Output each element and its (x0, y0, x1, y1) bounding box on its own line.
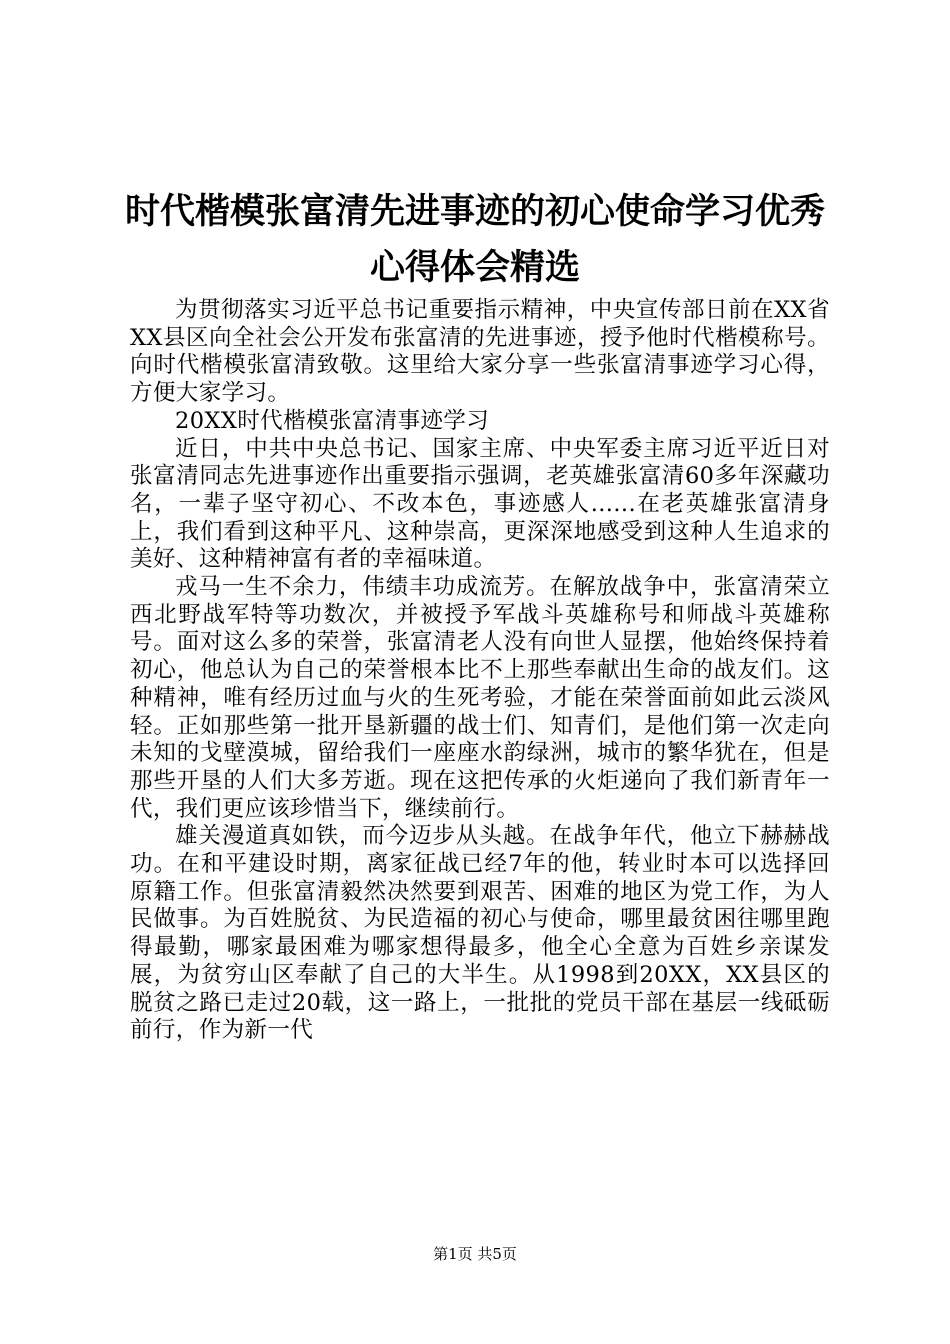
document-title-line-1: 时代楷模张富清先进事迹的初心使命学习优秀 (124, 191, 825, 232)
paragraph-war-merits: 戎马一生不余力，伟绩丰功成流芳。在解放战争中，张富清荣立西北野战军特等功数次，并被授予军战斗英雄称号和师战斗英雄称号。面对这么多的荣誉，张富清老人没有向世人显摆，他始终保持着初心，他总认为自己的荣誉根本比不上那些奉献出生命的战友们。这种精神，唯有经历过血与火的生死考验，才能在荣誉面前如此云淡风轻。正如那些第一批开垦新疆的战士们、知青们，是他们第一次走向未知的戈壁漠城，留给我们一座座水韵绿洲，城市的繁华犹在，但是那些开垦的人们大多芳逝。现在这把传承的火炬递向了我们新青年一代，我们更应该珍惜当下，继续前行。 (130, 574, 830, 822)
page-footer: 第1页 共5页 (433, 1245, 517, 1263)
paragraph-heading: 20XX时代楷模张富清事迹学习 (175, 407, 490, 434)
document-title-line-2: 心得体会精选 (369, 247, 580, 288)
paragraph-intro: 为贯彻落实习近平总书记重要指示精神，中央宣传部日前在XX省XX县区向全社会公开发布张富清的先进事迹，授予他时代楷模称号。向时代楷模张富清致敬。这里给大家分享一些张富清事迹学习心得，方便大家学习。 (130, 297, 830, 407)
document-body (130, 297, 830, 1045)
paragraph-directive: 近日，中共中央总书记、国家主席、中央军委主席习近平近日对张富清同志先进事迹作出重要指示强调，老英雄张富清60多年深藏功名，一辈子坚守初心、不改本色，事迹感人......在老英雄张富清身上，我们看到这种平凡、这种崇高，更深深地感受到这种人生追求的美好、这种精神富有者的幸福味道。 (130, 435, 830, 573)
paragraph-peace-service: 雄关漫道真如铁，而今迈步从头越。在战争年代，他立下赫赫战功。在和平建设时期，离家征战已经7年的他，转业时本可以选择回原籍工作。但张富清毅然决然要到艰苦、困难的地区为党工作，为人民做事。为百姓脱贫、为民造福的初心与使命，哪里最贫困往哪里跑得最勤，哪家最困难为哪家想得最多，他全心全意为百姓乡亲谋发展，为贫穷山区奉献了自己的大半生。从1998到20XX，XX县区的脱贫之路已走过20载，这一路上，一批批的党员干部在基层一线砥砺前行，作为新一代 (130, 823, 830, 1044)
